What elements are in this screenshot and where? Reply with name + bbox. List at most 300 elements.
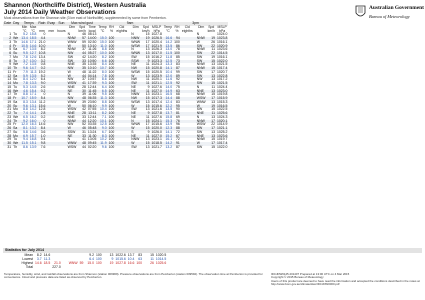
table-cell: 10.8 [38, 51, 46, 55]
table-cell: 13.4 [38, 54, 46, 59]
table-cell: 1020.5 [151, 69, 162, 74]
table-cell: 8.2 [97, 112, 107, 116]
table-cell: 67 [173, 135, 181, 139]
table-cell: We [13, 88, 19, 93]
table-cell: 10.7 [21, 96, 28, 100]
table-cell: 17 [7, 92, 12, 97]
table-cell: 12:44 [87, 84, 97, 89]
stats-cell: 11.3 [43, 257, 51, 261]
table-cell: SW [196, 54, 203, 59]
stats-label: Total [25, 265, 33, 269]
table-cell: Sa [13, 99, 18, 104]
table-cell: 37 [82, 77, 86, 82]
table-cell: 39 [82, 92, 86, 97]
table-cell: 12.3 [163, 127, 173, 131]
page-subtitle: Most observations from the Shannon site (3 km east of Northcliffe), supplemented by some from Pemberton. [4, 16, 167, 20]
table-cell: SW [196, 82, 207, 86]
table-cell: S [131, 129, 134, 134]
stats-cell: 100 [95, 261, 102, 265]
table-cell: 17 [145, 39, 150, 44]
table-cell: 1018.5 [151, 141, 162, 145]
table-cell: 1014.5 [216, 51, 228, 55]
table-cell: Su [13, 77, 18, 82]
unit-hpa: hPa [153, 28, 160, 33]
table-cell: 11:45 [88, 88, 97, 93]
table-cell: 100 [108, 54, 115, 59]
table-cell: 7.4 [20, 112, 29, 116]
table-cell: 44 [77, 75, 86, 79]
stats-cell: 14.6 [35, 261, 42, 265]
table-cell: 9.5 [101, 92, 107, 97]
table-cell: 57 [77, 37, 86, 41]
table-cell: 81 [173, 112, 181, 116]
table-cell: 1020.1 [151, 77, 162, 82]
table-cell: NE [130, 135, 141, 139]
table-cell: 0.2 [37, 67, 46, 71]
table-cell: NNE [196, 135, 207, 139]
table-cell: 68 [176, 92, 180, 97]
unit-pct: % [175, 28, 179, 33]
table-cell: 100 [108, 62, 115, 67]
table-cell: 6.4 [101, 84, 107, 89]
stats-cell: 19 [109, 261, 114, 265]
table-cell: 21 [7, 107, 12, 112]
table-cell: Sa [12, 75, 20, 79]
table-cell: 100 [108, 92, 115, 97]
stats-cell: 10.4 [127, 257, 135, 261]
table-cell: 8.1 [20, 127, 29, 131]
table-cell: 100 [108, 96, 115, 100]
table-cell: 90 [176, 107, 180, 112]
table-cell: 5.2 [23, 32, 28, 37]
table-cell: 100 [108, 141, 115, 145]
table-cell: NNE [196, 90, 207, 94]
unit-mm: mm [39, 28, 45, 33]
table-cell: 15.9 [29, 96, 37, 100]
table-cell: 1027.0 [151, 88, 162, 93]
table-cell: 48 [77, 142, 86, 146]
table-cell: SW [196, 69, 203, 74]
table-cell: 1027.6 [151, 114, 162, 119]
table-cell: 7.8 [97, 75, 107, 79]
table-cell: Th [13, 39, 18, 44]
table-cell: 14:00 [87, 36, 97, 40]
table-cell: 1020.1 [216, 118, 228, 123]
table-cell: 11.2 [39, 99, 46, 104]
table-cell: NNW [67, 36, 76, 40]
table-cell: 1023.1 [151, 92, 162, 97]
table-cell [46, 146, 56, 150]
table-cell: W [67, 127, 78, 131]
table-cell: NNW [196, 137, 205, 142]
table-cell: 11.6 [165, 77, 173, 82]
table-cell: 22 [207, 52, 216, 56]
table-cell: 88 [173, 97, 181, 101]
table-cell: 13 [211, 114, 215, 119]
table-cell: 9.3 [97, 82, 107, 86]
table-cell: 100 [108, 99, 115, 104]
table-cell: 12.0 [163, 75, 173, 79]
table-cell: NNW [67, 118, 76, 123]
table-cell: 1023.6 [216, 133, 228, 138]
col-3pm-temp: Temp [163, 24, 173, 29]
logo-line-government: Australian Government [369, 5, 424, 11]
table-cell: 9.9 [97, 105, 107, 109]
stats-cell [68, 265, 79, 269]
table-cell: 20 [3, 105, 12, 109]
table-cell: W [196, 39, 200, 44]
col-max-wind-gust: Max wind gust [67, 22, 98, 26]
table-cell: 12.2 [163, 105, 173, 109]
table-cell: 8.2 [101, 54, 107, 59]
table-cell: 5 [9, 47, 12, 52]
table-cell: 8.4 [23, 77, 28, 82]
table-cell: SW [67, 60, 78, 64]
table-cell: 1022.5 [216, 107, 228, 112]
table-cell: 1020.7 [216, 69, 228, 74]
table-cell: 13.5 [163, 45, 173, 49]
table-cell: 92 [173, 82, 181, 86]
unit-local: local [88, 28, 96, 33]
table-cell: 13.5 [29, 73, 37, 78]
table-cell: 16.6 [163, 37, 173, 41]
table-cell: 100 [108, 36, 115, 40]
table-cell: Mo [13, 107, 18, 112]
table-cell: 15.3 [163, 120, 173, 124]
table-cell: 02:30 [87, 39, 97, 44]
table-cell: 7.8 [23, 54, 28, 59]
table-cell: 15 [141, 142, 150, 146]
col-9am-dirn: Dirn [132, 24, 139, 29]
table-cell: 73 [173, 60, 181, 64]
table-cell: 15 [211, 144, 215, 149]
table-cell: 14.6 [29, 43, 37, 48]
table-cell: 94 [173, 37, 181, 41]
table-cell: 13 [145, 144, 150, 149]
coat-of-arms-icon [354, 4, 367, 20]
table-cell: 83 [176, 62, 180, 67]
stats-cell: 63 [138, 257, 143, 261]
table-cell: 11.5 [21, 141, 28, 145]
table-cell: 13.7 [163, 112, 173, 116]
unit-eighths: eighths [116, 28, 128, 33]
table-cell: 1017.3 [151, 96, 162, 100]
table-cell: 13.2 [29, 126, 37, 130]
table-cell: 06:35 [87, 96, 97, 100]
unit-kmh: km/h [142, 28, 150, 33]
table-cell: 08:13 [87, 32, 97, 37]
table-cell: 12 [3, 75, 12, 79]
stats-cell: 100 [136, 261, 143, 265]
table-cell: NNW [196, 118, 205, 123]
table-cell: We [13, 36, 19, 40]
table-cell: 88 [173, 127, 181, 131]
table-cell: 28 [77, 112, 86, 116]
stats-cell: 100 [95, 253, 102, 257]
table-cell: 35 [77, 67, 86, 71]
table-cell: 1020.8 [151, 66, 162, 70]
table-cell: 11 [145, 114, 150, 119]
stats-cell [127, 265, 136, 269]
table-cell: 8.8 [101, 99, 107, 104]
table-cell: SW [130, 82, 141, 86]
table-cell: WSW [67, 81, 77, 85]
table-cell: 15 [211, 92, 215, 97]
stats-cell: 1015.6 [115, 257, 126, 261]
table-cell: 0.4 [40, 137, 46, 142]
table-cell: 5.4 [37, 97, 46, 101]
table-cell: 17.1 [29, 39, 37, 44]
table-cell: NNE [67, 84, 75, 89]
table-cell: 9.0 [37, 82, 46, 86]
table-cell: 22 [211, 122, 215, 127]
table-cell: 100 [108, 43, 115, 48]
table-cell: N [196, 32, 200, 37]
table-cell: 15.2 [163, 135, 173, 139]
table-cell: 100 [108, 47, 115, 52]
table-cell: 1022.0 [216, 58, 228, 63]
stats-cell [43, 265, 52, 269]
table-cell: 33 [77, 60, 86, 64]
table-cell: 100 [108, 126, 115, 130]
table-cell: NW [67, 67, 78, 71]
table-cell: 1023.1 [151, 137, 162, 142]
table-cell: 15 [207, 60, 216, 64]
col-sun: Sun [56, 22, 66, 26]
table-cell: 100 [108, 58, 115, 63]
table-cell: Su [12, 52, 20, 56]
table-cell: 02:20 [87, 144, 97, 149]
table-cell: 1016.1 [216, 39, 228, 44]
stats-cell: 14.6 [43, 253, 51, 257]
table-cell: 4 [3, 45, 12, 49]
table-cell: 16.5 [165, 92, 173, 97]
table-cell: 19 [141, 37, 150, 41]
table-cell: W [67, 105, 78, 109]
stats-cell: 83 [138, 253, 143, 257]
table-cell: 09:45 [87, 141, 97, 145]
table-cell: 100 [108, 114, 115, 119]
table-cell: 14.0 [165, 84, 173, 89]
stats-cell: 6.4 [89, 257, 94, 261]
table-cell: 16 [3, 90, 12, 94]
table-cell: 11 [7, 69, 12, 74]
table-cell: N [196, 84, 200, 89]
table-cell: SW [131, 144, 137, 149]
table-cell: NW [196, 77, 203, 82]
table-cell: 15 [141, 97, 150, 101]
table-cell: WSW [67, 144, 77, 149]
table-cell: 1021.7 [151, 144, 162, 149]
table-cell: 15.6 [38, 103, 46, 108]
table-cell: NE [67, 90, 78, 94]
table-cell: 100 [108, 122, 115, 127]
table-cell: WNW [196, 99, 206, 104]
stats-cell [155, 265, 167, 269]
table-cell: 8.0 [101, 69, 107, 74]
table-cell: Tu [13, 32, 18, 37]
table-cell: 10.0 [97, 52, 107, 56]
table-cell: 1026.3 [151, 47, 162, 52]
table-cell: NNW [131, 137, 140, 142]
table-cell: 1024.4 [216, 84, 228, 89]
table-cell: 100 [108, 137, 115, 142]
table-cell: 11:30 [88, 133, 97, 138]
table-cell: 5.9 [20, 75, 29, 79]
table-cell: WNW [131, 122, 141, 127]
table-cell: 6.7 [23, 47, 28, 52]
table-cell: 25 [7, 122, 12, 127]
table-cell: 8 [3, 60, 12, 64]
table-cell: 59 [82, 39, 86, 44]
table-cell: 6.7 [101, 129, 107, 134]
table-cell: 100 [108, 88, 115, 93]
table-cell: 13 [207, 75, 216, 79]
table-cell: 1026.5 [151, 36, 162, 40]
table-cell: 100 [108, 84, 115, 89]
table-cell: 100 [108, 118, 115, 123]
stats-cell: 16.6 [127, 261, 135, 265]
table-cell: WNW [131, 51, 141, 55]
table-cell: 8.8 [23, 92, 28, 97]
stats-cell: 100 [95, 257, 102, 261]
table-cell: 19 [7, 99, 12, 104]
stats-cell: 1025.6 [155, 261, 167, 265]
table-cell: Fr [12, 45, 20, 49]
footer-conditions: Users of this product are deemed to have read the information and accepted the conditions described in the notes at http://www.bom.gov.au/climate/dwo/IDCJDW0000.pdf [271, 278, 420, 287]
table-cell: 48 [77, 97, 86, 101]
table-cell: 33 [82, 114, 86, 119]
table-cell: 1016.1 [216, 54, 228, 59]
table-cell: 15 [141, 105, 150, 109]
table-cell: 76 [173, 120, 181, 124]
table-cell: SW [196, 127, 207, 131]
table-cell: SSW [130, 60, 141, 64]
table-cell: 5.2 [37, 75, 46, 79]
table-cell: 14.4 [163, 97, 173, 101]
stats-cell: 15 [150, 253, 154, 257]
table-cell: W [130, 75, 141, 79]
col-3pm: 3pm [163, 22, 229, 26]
table-cell: 89 [173, 75, 181, 79]
col-9am-cld: Cld [119, 24, 125, 29]
table-cell [181, 146, 194, 150]
col-gust-dirn: Dirn [68, 24, 76, 29]
table-cell: 7.2 [23, 62, 28, 67]
table-cell: 50 [77, 45, 86, 49]
table-cell: Mo [12, 82, 20, 86]
table-cell: 6 [3, 52, 12, 56]
table-cell: 5.8 [23, 129, 28, 134]
col-3pm-cld: Cld [184, 24, 190, 29]
col-date: Date [4, 21, 12, 25]
table-cell: 1015.9 [216, 96, 228, 100]
unit-c: °C [22, 28, 27, 33]
unit-pct: % [109, 28, 113, 33]
table-cell: 5.3 [23, 84, 28, 89]
table-cell: N [130, 120, 141, 124]
observations-body [3, 33, 228, 149]
table-cell: 9 [141, 60, 150, 64]
table-cell: 39 [82, 99, 86, 104]
table-cell: 1021.6 [151, 107, 162, 112]
col-gust-spd: Spd [79, 24, 86, 29]
table-cell: 33 [77, 135, 86, 139]
table-cell: 12:20 [87, 118, 97, 123]
table-cell: 1016.5 [216, 103, 228, 108]
table-cell: 10.4 [100, 107, 107, 112]
table-cell: 8.3 [23, 99, 28, 104]
table-cell: NE [131, 114, 136, 119]
table-cell: 14.2 [29, 107, 37, 112]
table-cell: 9 [147, 84, 150, 89]
table-cell: 12.5 [100, 122, 107, 127]
table-cell: 100 [174, 39, 180, 44]
table-cell: 15 [207, 82, 216, 86]
table-cell: 19.2 [38, 69, 46, 74]
table-cell: 13 [211, 77, 215, 82]
table-cell: 6.5 [23, 114, 28, 119]
table-cell: 13 [141, 52, 150, 56]
table-cell: 19 [211, 54, 215, 59]
table-cell: 13 [145, 92, 150, 97]
table-cell: 42 [82, 107, 86, 112]
table-cell: 100 [108, 103, 115, 108]
stats-cell: 21.0 [54, 261, 61, 265]
table-cell: 8.8 [101, 47, 107, 52]
table-cell: Fr [13, 69, 17, 74]
table-cell: 9.2 [20, 120, 29, 124]
table-cell: NW [130, 97, 141, 101]
table-cell: 13.4 [29, 99, 37, 104]
table-cell: 4.6 [20, 90, 29, 94]
table-cell: 05:27 [87, 51, 97, 55]
table-cell: We [13, 114, 19, 119]
table-cell: 14 [3, 82, 12, 86]
table-cell: 13 [145, 99, 150, 104]
table-cell: 1021.5 [216, 62, 228, 67]
table-cell [115, 146, 128, 150]
table-cell: 11 [141, 90, 150, 94]
table-cell: 9.6 [101, 144, 107, 149]
table-cell: 1014.9 [216, 122, 228, 127]
table-cell: 1025.6 [216, 111, 228, 115]
table-cell: 96 [176, 122, 180, 127]
stats-cell: 1014.5 [155, 257, 167, 261]
table-cell: 13:11 [88, 111, 97, 115]
table-cell: 13.9 [165, 122, 173, 127]
table-cell: 14.2 [163, 142, 173, 146]
table-cell: 11 [141, 82, 150, 86]
table-cell: 13 [145, 107, 150, 112]
statistics-table [3, 253, 167, 269]
table-cell: 46 [82, 32, 86, 37]
table-cell: Tu [12, 60, 20, 64]
stats-label: Mean [24, 253, 33, 257]
table-cell: 17 [207, 127, 216, 131]
table-cell: 13 [211, 62, 215, 67]
table-cell: NNW [131, 36, 140, 40]
table-cell: 41 [77, 82, 86, 86]
table-cell: 22 [3, 112, 12, 116]
table-cell: 1020.0 [151, 126, 162, 130]
table-cell: 1016.2 [151, 54, 162, 59]
footer-product-id: IDCJDW6125.201407 Prepared at 13:00 UTC on 4 Mar 2015 [271, 272, 350, 276]
table-cell: Tu [12, 112, 20, 116]
table-cell: NE [67, 135, 78, 139]
table-cell: 17:39 [87, 81, 97, 85]
table-cell: 10.1 [97, 120, 107, 124]
